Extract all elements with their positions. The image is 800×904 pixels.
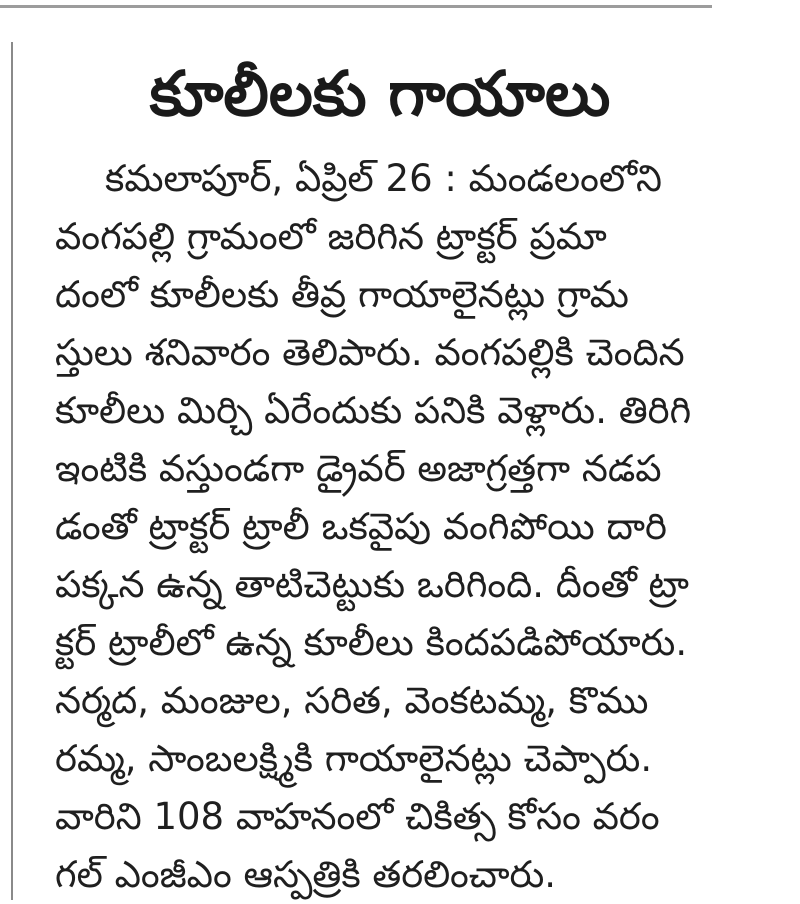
- article-line: దంలో కూలీలకు తీవ్ర గాయాలైనట్లు గ్రామ: [55, 273, 629, 316]
- article-line: వారిని 108 వాహనంలో చికిత్స కోసం వరం: [55, 795, 660, 838]
- article-line: రమ్మ, సాంబలక్ష్మికి గాయాలైనట్లు చెప్పారు.: [55, 737, 653, 780]
- article-line: ఇంటికి వస్తుండగా డ్రైవర్ అజాగ్రత్తగా నడప: [55, 447, 662, 490]
- article-line: నర్మద, మంజుల, సరిత, వెంకటమ్మ, కొము: [55, 679, 649, 722]
- article-line: స్తులు శనివారం తెలిపారు. వంగపల్లికి చెందిన: [55, 331, 685, 374]
- article-line: గల్ ఎంజీఎం ఆస్పత్రికి తరలించారు.: [55, 853, 557, 896]
- article-line: డంతో ట్రాక్టర్ ట్రాలీ ఒకవైపు వంగిపోయి దారి: [55, 505, 667, 548]
- column-divider: [11, 42, 13, 900]
- article-line: పక్కన ఉన్న తాటిచెట్టుకు ఒరిగింది. దీంతో ట్రా: [55, 563, 690, 606]
- article-line: వంగపల్లి గ్రామంలో జరిగిన ట్రాక్టర్ ప్రమా: [55, 215, 607, 258]
- article-line: కూలీలు మిర్చి ఏరేందుకు పనికి వెళ్లారు. తిరిగి: [55, 389, 692, 432]
- article-line: కమలాపూర్, ఏప్రిల్ 26 : మండలంలోని: [105, 157, 663, 200]
- article-line: క్టర్ ట్రాలీలో ఉన్న కూలీలు కిందపడిపోయారు.: [55, 621, 688, 664]
- top-divider: [0, 5, 712, 8]
- article-headline: కూలీలకు గాయాలు: [149, 57, 611, 130]
- article-body: [55, 150, 715, 904]
